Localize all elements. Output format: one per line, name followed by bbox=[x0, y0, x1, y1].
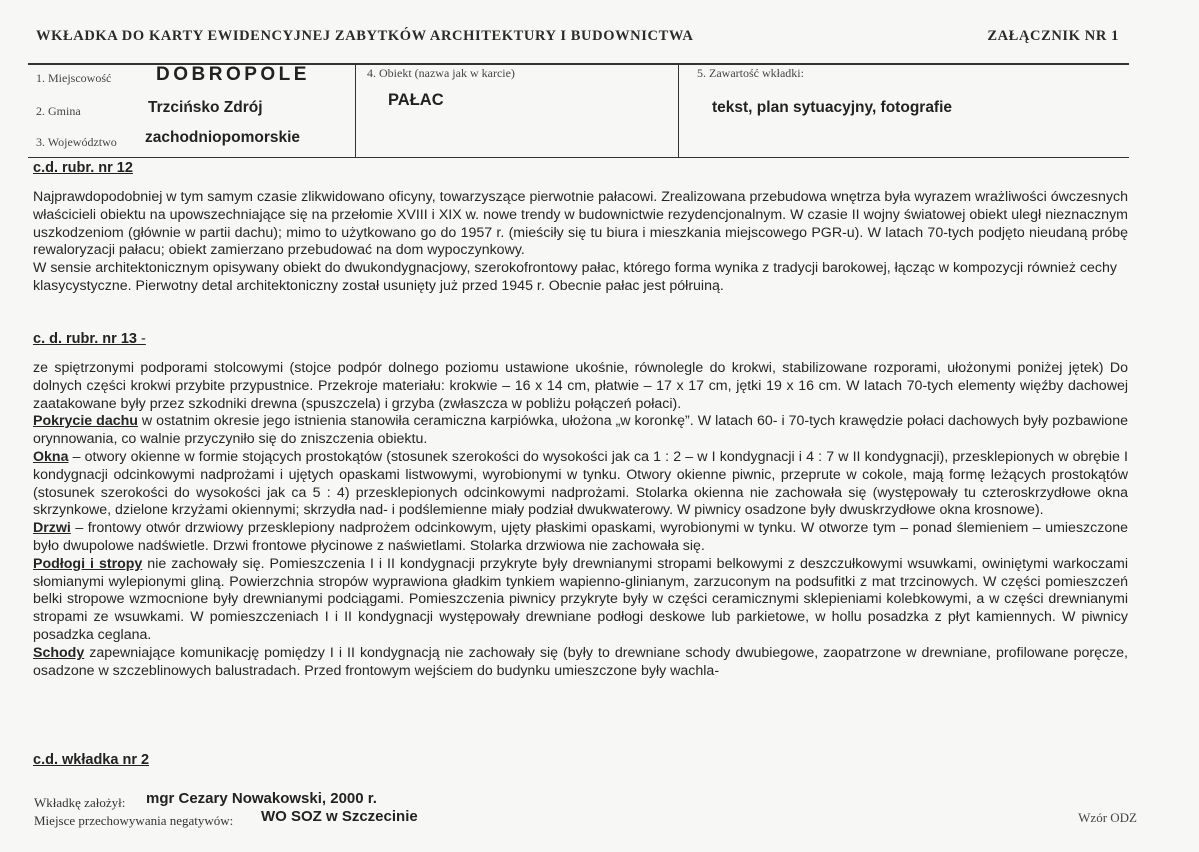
roofing-text: w ostatnim okresie jego istnienia stanowiła ceramiczna karpiówka, ułożona „w koronkę”. W latach 60- i 70-tych krawędzie połaci dachowych były pozbawione orynnowania, co walnie przyczyniło się do zniszczenia obiektu. bbox=[33, 413, 1128, 448]
floors-paragraph bbox=[33, 556, 1128, 645]
gmina-value: Trzcińsko Zdrój bbox=[148, 99, 263, 116]
doors-paragraph bbox=[33, 520, 1128, 556]
annex-number: ZAŁĄCZNIK NR 1 bbox=[987, 28, 1119, 44]
negatives-location-label: Miejsce przechowywania negatywów: bbox=[34, 813, 234, 828]
form-bottom-rule bbox=[28, 157, 1129, 158]
floors-keyword: Podłogi i stropy bbox=[33, 555, 143, 572]
document-title: WKŁADKA DO KARTY EWIDENCYJNEJ ZABYTKÓW ARCHITEKTURY I BUDOWNICTWA bbox=[36, 28, 694, 44]
miejscowosc-label: 1. Miejscowość bbox=[36, 71, 112, 85]
doors-keyword: Drzwi bbox=[33, 520, 71, 537]
stairs-keyword: Schody bbox=[33, 644, 85, 661]
miejscowosc-value: DOBROPOLE bbox=[156, 64, 310, 85]
floors-text: nie zachowały się. Pomieszczenia I i II kondygnacji przykryte były drewnianymi stropami belkowymi z deszczułkowymi wsuwkami, owiniętymi warkoczami słomianymi wylepionymi gliną. Powierzchnia stropów wyprawiona gładkim tynkiem wapienno-glinianym, zarzuconym na podsufitki z mat trzcinowych. W części pomieszczeń belki stropowe wzmocnione były drewnianymi podciągami. Pomieszczenia piwnicy przykryte były w części ceramicznymi sklepieniami kolebkowymi, a w części drewnianymi stropami ze wsuwkami. W pomieszczeniach I i II kondygnacji występowały drewniane podłogi deskowe lub parkietowe, w hollu posadzka z płyt kamiennych. W piwnicy posadzka ceglana. bbox=[33, 555, 1128, 643]
obiekt-value: PAŁAC bbox=[388, 91, 444, 109]
form-divider-2 bbox=[678, 64, 679, 157]
stairs-paragraph bbox=[33, 645, 1128, 681]
negatives-location-value: WO SOZ w Szczecinie bbox=[261, 808, 418, 825]
zawartosc-label: 5. Zawartość wkładki: bbox=[697, 66, 804, 80]
windows-text: – otwory okienne w formie stojących prostokątów (stosunek szerokości do wysokości jak ca 1 : 2 – w I kondygnacji i 4 : 7 w II kondygnacji), przesklepionych w obrębie I kondygnacji odcinkowymi nadprożami i ujętych opaskami listwowymi, wyrobionymi w tynku. Otwory okienne piwnic, przeprute w cokole, mają formę leżących prostokątów (stosunek szerokości do wysokości jak ca 5 : 4) przesklepionych odcinkowymi nadprożami. Stolarka okienna nie zachowała się (występowały tu czteroskrzydłowe okna skrzynkowe, dzielone krzyżami okiennymi; skrzydła nad- i podślemienne miały podział dwukwaterowy. W piwnicy osadzone były dwuskrzydłowe okna krosnowe). bbox=[33, 448, 1128, 519]
section-12-heading: c.d. rubr. nr 12 bbox=[33, 160, 133, 176]
section-13-heading-row bbox=[33, 331, 146, 347]
form-divider-1 bbox=[355, 64, 356, 157]
section-13-heading-suffix: - bbox=[136, 331, 146, 347]
roofing-keyword: Pokrycie dachu bbox=[33, 413, 138, 430]
doors-text: – frontowy otwór drzwiowy przesklepiony nadprożem odcinkowym, ujęty płaskimi opaskami, wyrobionymi w tynku. W otworze tym – ponad ślemieniem – umieszczone było dwupolowe nadświetle. Drzwi frontowe płycinowe z naświetlami. Stolarka drzwiowa nie zachowała się. bbox=[33, 520, 1128, 554]
section-12-body bbox=[33, 189, 1128, 296]
section-12-paragraph-2: W sensie architektonicznym opisywany obiekt do dwukondygnacjowy, szerokofrontowy pałac, którego forma wynika z tradycji barokowej, łącząc w kompozycji również cechy klasycystyczne. Pierwotny detal architektoniczny został usunięty już przed 1945 r. Obecnie pałac jest półruiną. bbox=[33, 260, 1117, 294]
windows-paragraph bbox=[33, 449, 1128, 520]
windows-keyword: Okna bbox=[33, 448, 69, 465]
author-label: Wkładkę założył: bbox=[34, 795, 126, 810]
section-13-heading: c. d. rubr. nr 13 bbox=[33, 331, 137, 347]
obiekt-label: 4. Obiekt (nazwa jak w karcie) bbox=[367, 66, 515, 80]
roof-truss-paragraph: ze spiętrzonymi podporami stolcowymi (stojce podpór dolnego poziomu ustawione ukośnie, równolegle do krokwi, stabilizowane rozporami, ułożonymi poniżej jętek) Do dolnych części krokwi przybite przypustnice. Przekroje materiału: krokwie – 16 x 14 cm, płatwie – 17 x 17 cm, jętki 19 x 16 cm. W latach 70-tych elementy więźby dachowej zaatakowane były przez szkodniki drewna (spuszczela) i grzyba (zwłaszcza w pobliżu połączeń połaci). bbox=[33, 360, 1128, 412]
section-13-body bbox=[33, 360, 1128, 680]
section-12-paragraph-1: Najprawdopodobniej w tym samym czasie zlikwidowano oficyny, towarzyszące pierwotnie pałacowi. Zrealizowana przebudowa wnętrza była wyrazem wrażliwości ówczesnych właścicieli obiektu na upowszechniające się na przełomie XVIII i XIX w. nowe trendy w budownictwie rezydencjonalnym. W czasie II wojny światowej obiekt uległ nieznacznym uszkodzeniom (głównie w partii dachu); mimo to użytkowano go do 1957 r. (mieściły się tu biura i mieszkania miejscowego PGR-u). W latach 70-tych podjęto nieudaną próbę rewaloryzacji pałacu; obiekt zamierzano przebudować na dom wypoczynkowy. bbox=[33, 189, 1128, 259]
gmina-label: 2. Gmina bbox=[36, 104, 81, 118]
zawartosc-value: tekst, plan sytuacyjny, fotografie bbox=[712, 99, 953, 116]
template-mark: Wzór ODZ bbox=[1078, 810, 1137, 825]
wojewodztwo-value: zachodniopomorskie bbox=[145, 129, 301, 146]
stairs-text: zapewniające komunikację pomiędzy I i II kondygnacją nie zachowały się (były to drewniane schody dwubiegowe, zaopatrzone w drewniane, profilowane poręcze, osadzone w szczeblinowych balustradach. Przed frontowym wejściem do budynku umieszczone były wachla- bbox=[33, 644, 1128, 679]
author-value: mgr Cezary Nowakowski, 2000 r. bbox=[146, 790, 377, 807]
roofing-paragraph bbox=[33, 413, 1128, 449]
wojewodztwo-label: 3. Województwo bbox=[36, 135, 117, 149]
continuation-note: c.d. wkładka nr 2 bbox=[33, 752, 150, 768]
